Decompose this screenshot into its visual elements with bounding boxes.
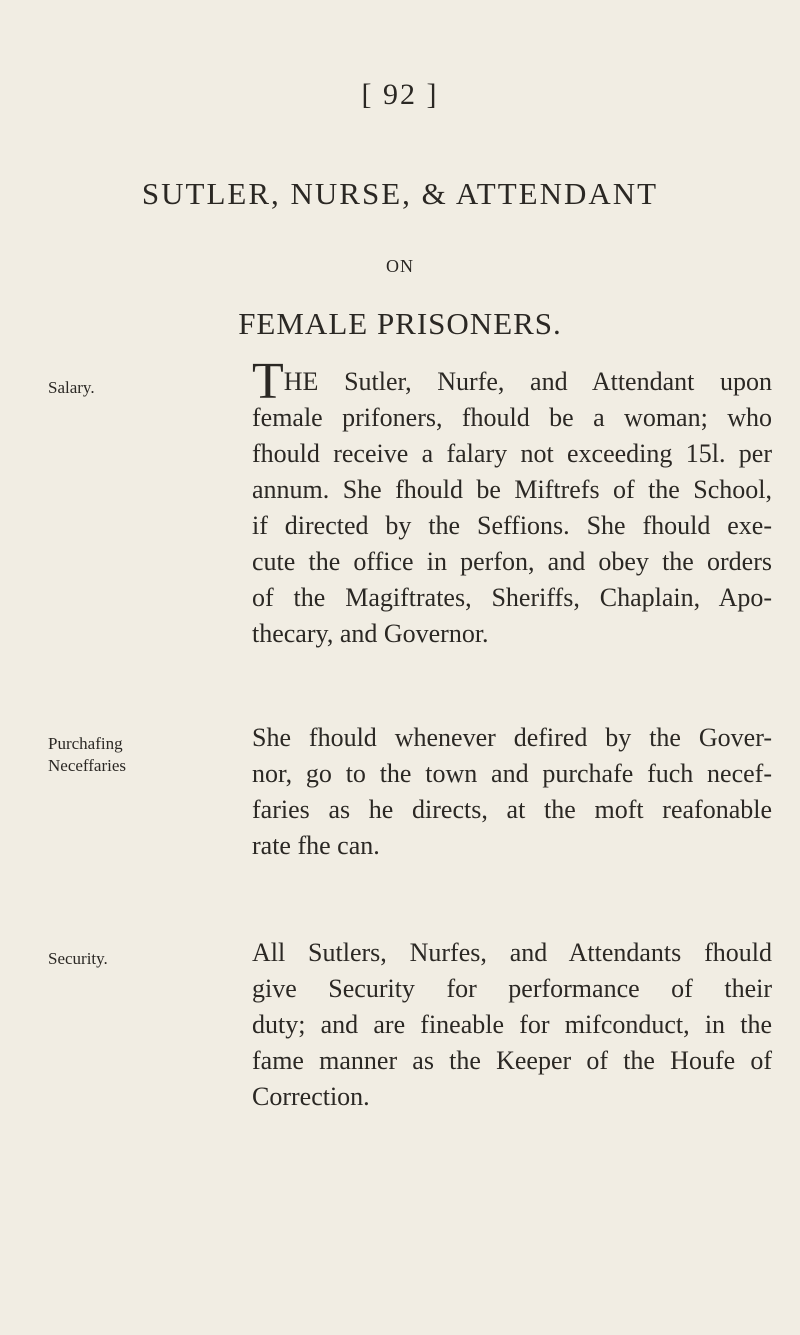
paragraph-line: annum. She fhould be Miftrefs of the School, [252, 475, 772, 504]
paragraph-line: fame manner as the Keeper of the Houfe of [252, 1046, 772, 1075]
drop-cap: T [252, 353, 284, 410]
margin-note-purchasing: Purchafing Neceffaries [48, 734, 127, 775]
paragraph-purchasing [252, 720, 772, 864]
paragraph-line: All Sutlers, Nurfes, and Attendants fhould [252, 938, 772, 967]
paragraph-line: Correction. [252, 1082, 370, 1111]
paragraph-line: of the Magiftrates, Sheriffs, Chaplain, Apo- [252, 583, 772, 612]
paragraph-line: rate fhe can. [252, 831, 380, 860]
paragraph-line: female prifoners, fhould be a woman; who [252, 403, 772, 432]
paragraph-line: nor, go to the town and purchafe fuch necef- [252, 759, 772, 788]
paragraph-line: faries as he directs, at the moft reafonable [252, 795, 772, 824]
paragraph-line: if directed by the Seffions. She fhould exe- [252, 511, 772, 540]
margin-note-salary: Salary. [48, 378, 95, 397]
paragraph-line: She fhould whenever defired by the Gover- [252, 723, 772, 752]
paragraph-salary [252, 353, 772, 652]
paragraph-line: fhould receive a falary not exceeding 15l. per [252, 439, 772, 468]
section-subtitle: FEMALE PRISONERS. [238, 306, 562, 341]
paragraph-line: give Security for performance of their [252, 974, 772, 1003]
paragraph-line: duty; and are fineable for mifconduct, in the [252, 1010, 772, 1039]
margin-note-security: Security. [48, 949, 108, 968]
paragraph-line: thecary, and Governor. [252, 619, 489, 648]
paragraph-line: cute the office in perfon, and obey the orders [252, 547, 772, 576]
section-title-connector: ON [386, 256, 414, 276]
section-title: SUTLER, NURSE, & ATTENDANT [141, 176, 659, 211]
paragraph-security [252, 935, 772, 1115]
paragraph-line: THE Sutler, Nurfe, and Attendant upon [252, 353, 772, 410]
page-number: [ 92 ] [361, 78, 439, 111]
